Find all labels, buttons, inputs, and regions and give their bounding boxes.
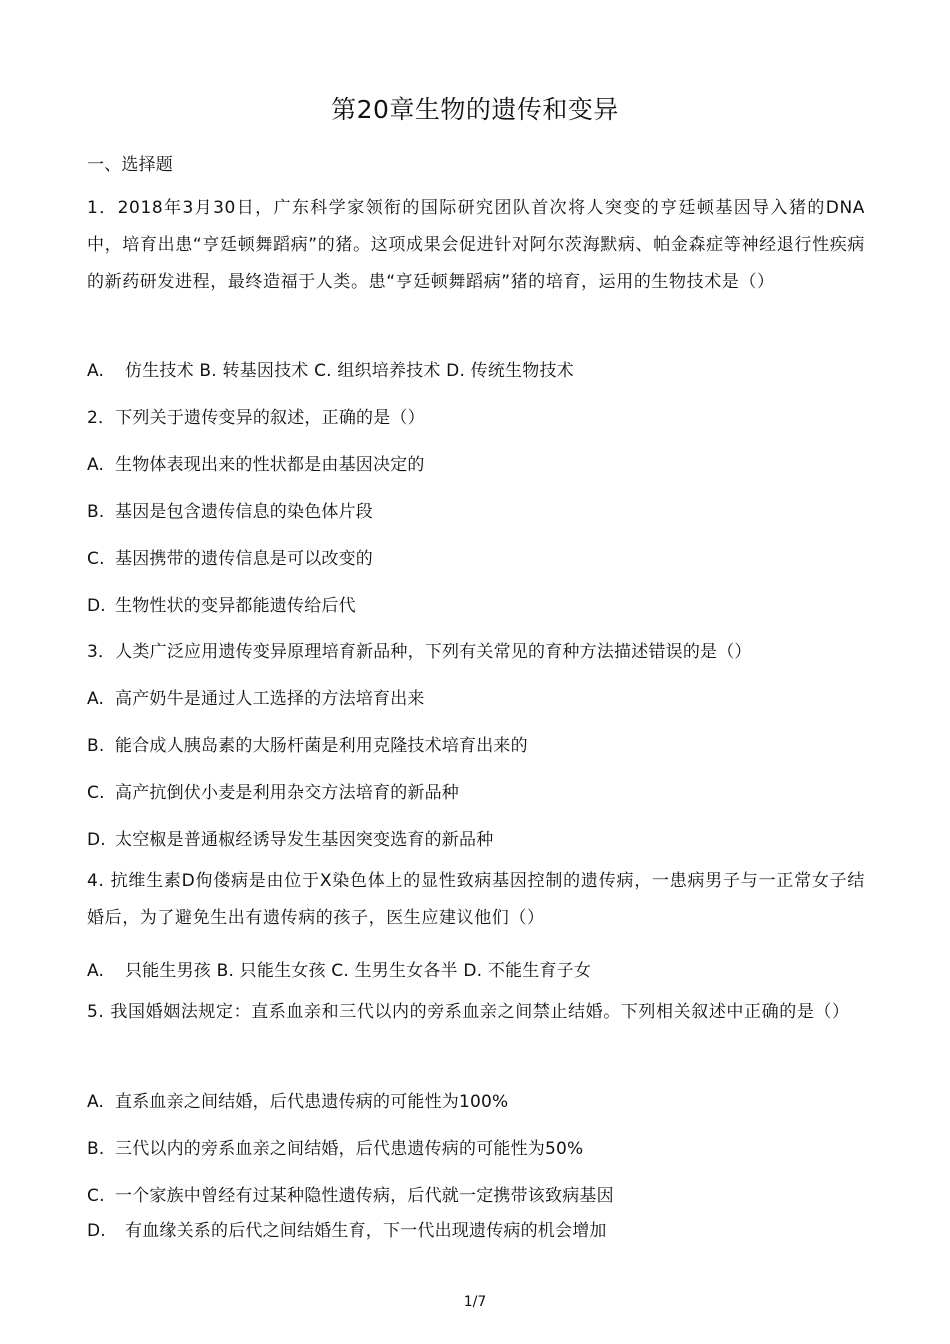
option-text: 有血缘关系的后代之间结婚生育，下一代出现遗传病的机会增加 (125, 1221, 607, 1241)
question-2-option-b (87, 497, 373, 522)
question-2-option-c (87, 544, 373, 569)
question-2-option-d (87, 591, 356, 616)
page-number: 1/7 (463, 1294, 487, 1310)
question-4-option-list: 只能生男孩 B. 只能生女孩 C. 生男生女各半 D. 不能生育子女 (125, 961, 592, 981)
option-letter: B. (87, 736, 105, 756)
option-letter: D. (87, 1221, 106, 1241)
question-3-option-d (87, 825, 493, 850)
question-3-option-a (87, 684, 425, 709)
option-text: 能合成人胰岛素的大肠杆菌是利用克隆技术培育出来的 (115, 736, 528, 756)
question-4-options (87, 956, 591, 981)
option-text: 太空椒是普通椒经诱导发生基因突变选育的新品种 (115, 830, 494, 850)
option-letter: D. (87, 596, 106, 616)
question-5-text: 5. 我国婚姻法规定：直系血亲和三代以内的旁系血亲之间禁止结婚。下列相关叙述中正确的是（） (87, 1002, 850, 1022)
option-text: 三代以内的旁系血亲之间结婚，后代患遗传病的可能性为50% (115, 1139, 584, 1159)
option-letter: A. (87, 961, 105, 981)
question-4-text: 4. 抗维生素D佝偻病是由位于X染色体上的显性致病基因控制的遗传病，一患病男子与一正常女子结婚后，为了避免生出有遗传病的孩子，医生应建议他们（） (87, 871, 865, 928)
option-letter: A. (87, 361, 105, 381)
option-text: 一个家族中曾经有过某种隐性遗传病，后代就一定携带该致病基因 (115, 1186, 614, 1206)
section-heading: 一、选择题 (87, 155, 173, 175)
option-text: 生物体表现出来的性状都是由基因决定的 (115, 455, 425, 475)
option-text: 高产抗倒伏小麦是利用杂交方法培育的新品种 (115, 783, 459, 803)
option-letter: C. (87, 1186, 105, 1206)
question-5-option-b (87, 1134, 583, 1159)
option-letter: A. (87, 455, 105, 475)
question-1-option-list: 仿生技术 B. 转基因技术 C. 组织培养技术 D. 传统生物技术 (125, 361, 574, 381)
option-letter: B. (87, 502, 105, 522)
option-letter: A. (87, 689, 105, 709)
page-title: 第20章生物的遗传和变异 (331, 95, 619, 124)
option-letter: A. (87, 1092, 105, 1112)
question-3-text: 3．人类广泛应用遗传变异原理培育新品种，下列有关常见的育种方法描述错误的是（） (87, 642, 752, 662)
question-5-option-a (87, 1087, 508, 1112)
question-2-option-a (87, 450, 425, 475)
option-text: 生物性状的变异都能遗传给后代 (115, 596, 356, 616)
question-1-text: 1．2018年3月30日，广东科学家领衔的国际研究团队首次将人突变的亨廷顿基因导入猪的DNA中，培育出患“亨廷顿舞蹈病”的猪。这项成果会促进针对阿尔茨海默病、帕金森症等神经退行性疾病的新药研发进程，最终造福于人类。患“亨廷顿舞蹈病”猪的培育，运用的生物技术是（） (87, 198, 865, 292)
question-1-options (87, 356, 574, 381)
question-5-option-c (87, 1181, 614, 1206)
option-text: 直系血亲之间结婚，后代患遗传病的可能性为100% (115, 1092, 509, 1112)
option-text: 基因是包含遗传信息的染色体片段 (115, 502, 373, 522)
option-text: 基因携带的遗传信息是可以改变的 (115, 549, 373, 569)
question-3-option-b (87, 731, 528, 756)
option-letter: B. (87, 1139, 105, 1159)
option-text: 高产奶牛是通过人工选择的方法培育出来 (115, 689, 425, 709)
question-5-option-d (87, 1216, 607, 1241)
question-2-text: 2．下列关于遗传变异的叙述，正确的是（） (87, 408, 425, 428)
question-3-option-c (87, 778, 459, 803)
option-letter: C. (87, 783, 105, 803)
option-letter: C. (87, 549, 105, 569)
option-letter: D. (87, 830, 106, 850)
